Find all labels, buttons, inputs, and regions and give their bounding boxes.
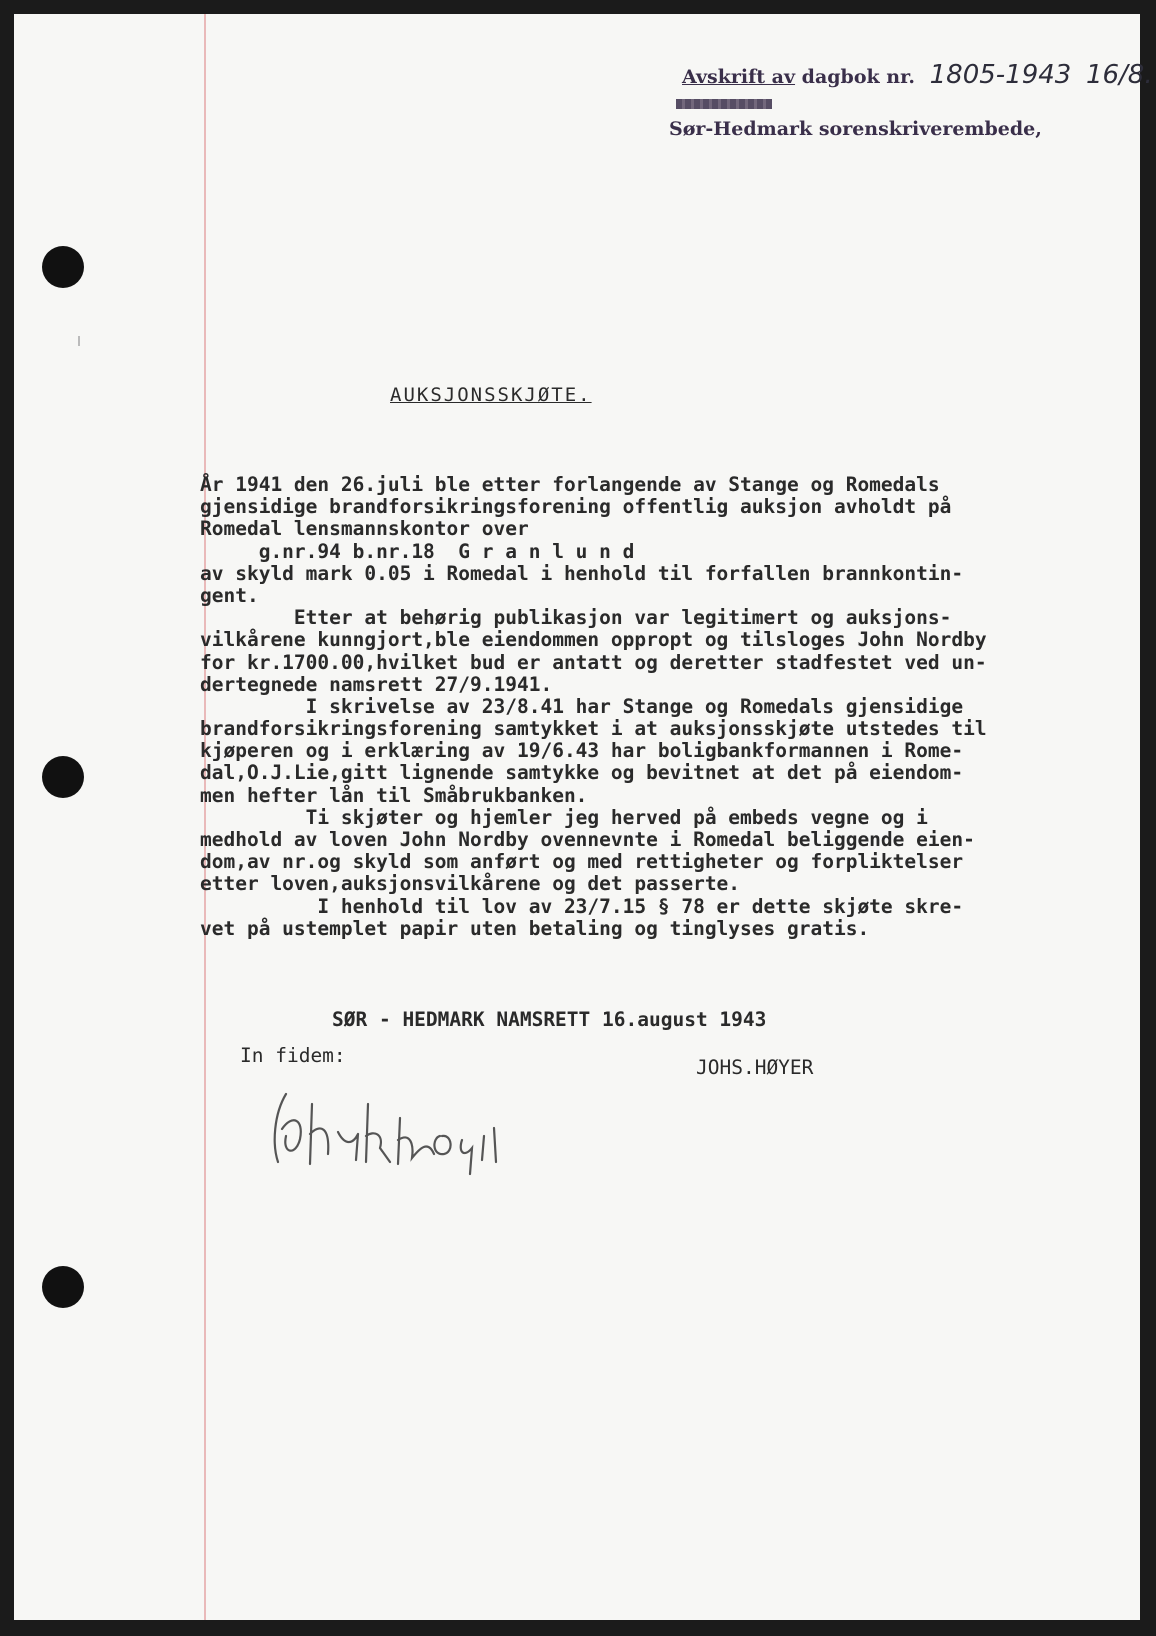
- body-line: År 1941 den 26.juli ble etter forlangende av Stange og Romedals: [200, 473, 940, 496]
- body-line: vet på ustemplet papir uten betaling og tinglyses gratis.: [200, 916, 870, 940]
- handwritten-signature: [264, 1074, 544, 1174]
- punch-mark: [78, 336, 80, 346]
- body-line: Etter at behørig publikasjon var legitimert og auksjons-: [200, 606, 952, 630]
- stamp-office: Sør-Hedmark sorenskriverembede,: [669, 118, 1042, 140]
- body-line: gjensidige brandforsikringsforening offentlig auksjon avholdt på: [200, 495, 952, 519]
- body-line: Romedal lensmannskontor over: [200, 517, 529, 541]
- body-line: I henhold til lov av 23/7.15 § 78 er dette skjøte skre-: [200, 894, 964, 918]
- body-line: brandforsikringsforening samtykket i at auksjonsskjøte utstedes til: [200, 717, 987, 741]
- body-line: kjøperen og i erklæring av 19/6.43 har boligbankformannen i Rome-: [200, 739, 964, 763]
- body-line: av skyld mark 0.05 i Romedal i henhold til forfallen brannkontin-: [200, 561, 964, 585]
- body-line: Ti skjøter og hjemler jeg herved på embeds vegne og i: [200, 805, 928, 829]
- court-line: SØR - HEDMARK NAMSRETT 16.august 1943: [332, 1008, 767, 1031]
- punch-hole-top: [42, 246, 84, 288]
- stamp-avskrift: Avskrift av: [682, 66, 796, 88]
- body-line: gent.: [200, 583, 259, 607]
- body-line: dal,O.J.Lie,gitt lignende samtykke og bevitnet at det på eiendom-: [200, 761, 964, 785]
- document-page: [14, 14, 1153, 1620]
- body-line: dertegnede namsrett 27/9.1941.: [200, 672, 553, 696]
- punch-hole-middle: [42, 756, 84, 798]
- stamp-dagbok: dagbok nr.: [801, 66, 915, 88]
- punch-hole-bottom: [42, 1266, 84, 1308]
- document-body: [200, 474, 1120, 940]
- stamp-strikethrough: [676, 99, 772, 109]
- body-line: for kr.1700.00,hvilket bud er antatt og deretter stadfestet ved un-: [200, 650, 987, 674]
- stamp-header: [682, 60, 1153, 90]
- body-line: vilkårene kunngjort,ble eiendommen oppropt og tilsloges John Nordby: [200, 628, 987, 652]
- body-line: dom,av nr.og skyld som anført og med rettigheter og forpliktelser: [200, 850, 964, 874]
- body-line: I skrivelse av 23/8.41 har Stange og Romedals gjensidige: [200, 694, 964, 718]
- in-fidem-label: In fidem:: [240, 1044, 346, 1067]
- judge-name: JOHS.HØYER: [696, 1056, 814, 1079]
- dagbok-number: 1805-1943: [929, 60, 1072, 90]
- body-line: etter loven,auksjonsvilkårene og det passerte.: [200, 872, 741, 896]
- handwritten-date: 16/8.: [1085, 60, 1153, 90]
- body-line: men hefter lån til Småbrukbanken.: [200, 783, 588, 807]
- body-line: g.nr.94 b.nr.18 G r a n l u n d: [200, 539, 635, 563]
- body-line: medhold av loven John Nordby ovennevnte i Romedal beliggende eien-: [200, 828, 975, 851]
- document-title: AUKSJONSSKJØTE.: [390, 384, 592, 406]
